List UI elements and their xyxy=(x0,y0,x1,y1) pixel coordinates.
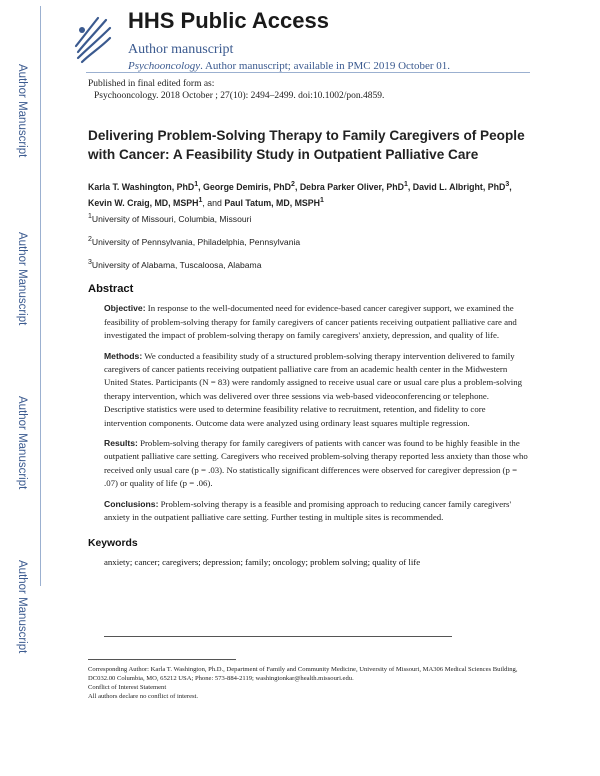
author: George Demiris, PhD$^2$, xyxy=(203,181,300,192)
sidebar-label: Author Manuscript xyxy=(16,232,28,326)
sidebar-label: Author Manuscript xyxy=(16,396,28,490)
article-body xyxy=(88,126,530,567)
affiliation: $^2$University of Pennsylvania, Philadelphia, Pennsylvania xyxy=(88,235,301,247)
abstract-objective: Objective: In response to the well-documented need for evidence-based cancer caregiver support, we examined the feasibility of problem-solving therapy for family caregivers of cancer patients receiving outpatient palliative care and investigated the impact of problem-solving therapy on family caregivers' anxiety, depression, and quality of life. xyxy=(104,303,517,341)
corresponding-author: Corresponding Author: Karla T. Washington, Ph.D., Department of Family and Community Medicine, University of Missouri, MA306 Medical Sciences Building, DC032.00 Columbia, MO, 65212 USA; Phone: 573-884-2119; washingtonkar@health.missouri.edu. xyxy=(88,666,518,682)
availability-line: Psychooncology. Author manuscript; available in PMC 2019 October 01. xyxy=(128,60,450,72)
coi-text: All authors declare no conflict of interest. xyxy=(88,693,199,700)
keywords-divider xyxy=(104,636,452,637)
citation: Psychooncology. 2018 October ; 27(10): 2494–2499. doi:10.1002/pon.4859. xyxy=(94,91,385,101)
author: Kevin W. Craig, MD, MSPH$^1$, and xyxy=(88,196,225,208)
manuscript-type: Author manuscript xyxy=(128,42,234,57)
affiliation: $^3$University of Alabama, Tuscaloosa, Alabama xyxy=(88,258,262,270)
sidebar-label: Author Manuscript xyxy=(16,560,28,654)
abstract-conclusions: Conclusions: Problem-solving therapy is a feasible and promising approach to reducing cancer family caregivers' anxiety in the outpatient palliative care setting. Further testing in multiple sites is recommended. xyxy=(104,498,512,523)
keywords-heading: Keywords xyxy=(88,537,138,549)
coi-heading: Conflict of Interest Statement xyxy=(88,684,167,691)
keywords-list: anxiety; cancer; caregivers; depression; family; oncology; problem solving; quality of life xyxy=(104,556,421,567)
author: David L. Albright, PhD$^3$, xyxy=(412,181,512,192)
hhs-eagle-icon xyxy=(72,12,114,64)
publication-info xyxy=(88,78,384,102)
author: Karla T. Washington, PhD$^1$, xyxy=(88,181,204,192)
author-list xyxy=(88,178,530,210)
article-title: Delivering Problem-Solving Therapy to Family Caregivers of People with Cancer: A Feasibility Study in Outpatient Palliative Care xyxy=(88,128,525,162)
header-divider xyxy=(86,72,530,73)
author: Paul Tatum, MD, MSPH$^1$ xyxy=(224,196,324,208)
sidebar-divider xyxy=(40,6,41,586)
hhs-title: HHS Public Access xyxy=(128,8,329,33)
published-line: Published in final edited form as: xyxy=(88,79,215,89)
footnote-divider xyxy=(88,659,236,660)
abstract-results: Results: Problem-solving therapy for family caregivers of patients with cancer was found to be highly feasible in the outpatient palliative care setting. Caregivers who received problem-solving therapy reported less anxiety than those who received only usual care (p = .03). No statistically significant differences were observed for caregiver depression (p = .07) or quality of life (p = .06). xyxy=(104,438,528,489)
footnote xyxy=(88,665,520,701)
hhs-header xyxy=(72,8,580,72)
abstract-heading: Abstract xyxy=(88,283,134,296)
abstract-methods: Methods: We conducted a feasibility study of a structured problem-solving therapy intervention delivered to family caregivers of cancer patients receiving outpatient palliative care from an academic health center in the Midwestern United States. Participants (N = 83) were randomly assigned to receive usual care or usual care plus a problem-solving therapy intervention, which was delivered over three sessions via web-based videoconferencing or telephone. Descriptive statistics were used to determine feasibility relative to recruitment, retention, and fidelity to core intervention components. Outcome data were analyzed using ordinary least squares multiple regression. xyxy=(104,350,523,428)
sidebar-label: Author Manuscript xyxy=(16,64,28,158)
author: Debra Parker Oliver, PhD$^1$, xyxy=(299,181,413,192)
affiliation: $^1$University of Missouri, Columbia, Missouri xyxy=(88,212,252,224)
